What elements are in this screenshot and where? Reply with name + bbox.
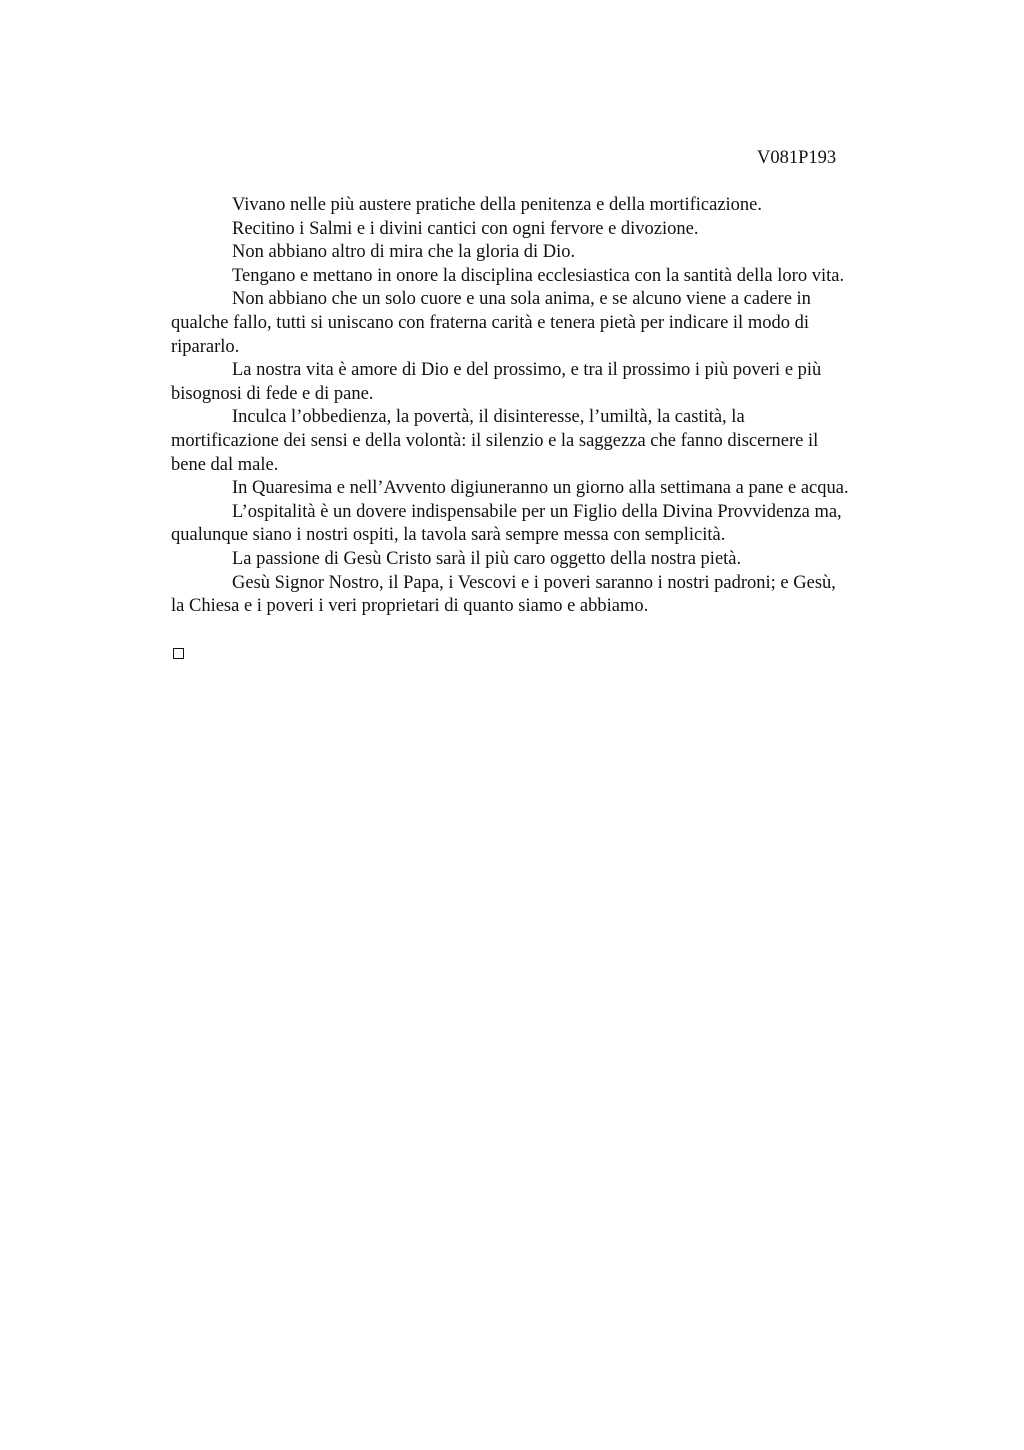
paragraph-line: Vivano nelle più austere pratiche della penitenza e della mortificazione. xyxy=(232,195,763,215)
paragraph-line: Non abbiano che un solo cuore e una sola anima, e se alcuno viene a cadere in xyxy=(232,289,811,310)
paragraph-line: bene dal male. xyxy=(171,454,279,475)
paragraph-line: Inculca l’obbedienza, la povertà, il disinteresse, l’umiltà, la castità, la xyxy=(232,407,745,428)
paragraph-6 xyxy=(171,359,931,406)
paragraph-line: ripararlo. xyxy=(171,336,240,357)
paragraph-line: Non abbiano altro di mira che la gloria di Dio. xyxy=(232,242,576,263)
paragraph-line: L’ospitalità è un dovere indispensabile per un Figlio della Divina Provvidenza ma, xyxy=(232,501,842,522)
paragraph-line: Tengano e mettano in onore la disciplina ecclesiastica con la santità della loro vita. xyxy=(232,265,845,286)
paragraph-9 xyxy=(171,501,931,548)
paragraph-11 xyxy=(171,572,931,619)
page-identifier: V081P193 xyxy=(757,148,837,168)
paragraph-line: la Chiesa e i poveri i veri proprietari di quanto siamo e abbiamo. xyxy=(171,596,649,617)
body-text xyxy=(171,194,931,619)
paragraph-8 xyxy=(171,477,931,501)
paragraph-7 xyxy=(171,406,931,477)
paragraph-line: qualunque siano i nostri ospiti, la tavola sarà sempre messa con semplicità. xyxy=(171,525,726,546)
paragraph-line: La nostra vita è amore di Dio e del prossimo, e tra il prossimo i più poveri e più xyxy=(232,360,822,381)
paragraph-line: Gesù Signor Nostro, il Papa, i Vescovi e i poveri saranno i nostri padroni; e Gesù, xyxy=(232,572,836,593)
paragraph-3 xyxy=(171,241,931,265)
paragraph-2 xyxy=(171,218,931,242)
paragraph-line: La passione di Gesù Cristo sarà il più caro oggetto della nostra pietà. xyxy=(232,548,742,569)
paragraph-10 xyxy=(171,548,931,572)
paragraph-5 xyxy=(171,288,931,359)
paragraph-line: qualche fallo, tutti si uniscano con fraterna carità e tenera pietà per indicare il modo di xyxy=(171,312,809,333)
paragraph-1 xyxy=(171,194,931,218)
paragraph-line: Recitino i Salmi e i divini cantici con ogni fervore e divozione. xyxy=(232,218,699,239)
paragraph-4 xyxy=(171,265,931,289)
paragraph-line: mortificazione dei sensi e della volontà: il silenzio e la saggezza che fanno discernere il xyxy=(171,430,819,451)
paragraph-line: bisognosi di fede e di pane. xyxy=(171,383,374,404)
empty-square-icon xyxy=(173,648,184,659)
paragraph-line: In Quaresima e nell’Avvento digiuneranno un giorno alla settimana a pane e acqua. xyxy=(232,478,849,499)
